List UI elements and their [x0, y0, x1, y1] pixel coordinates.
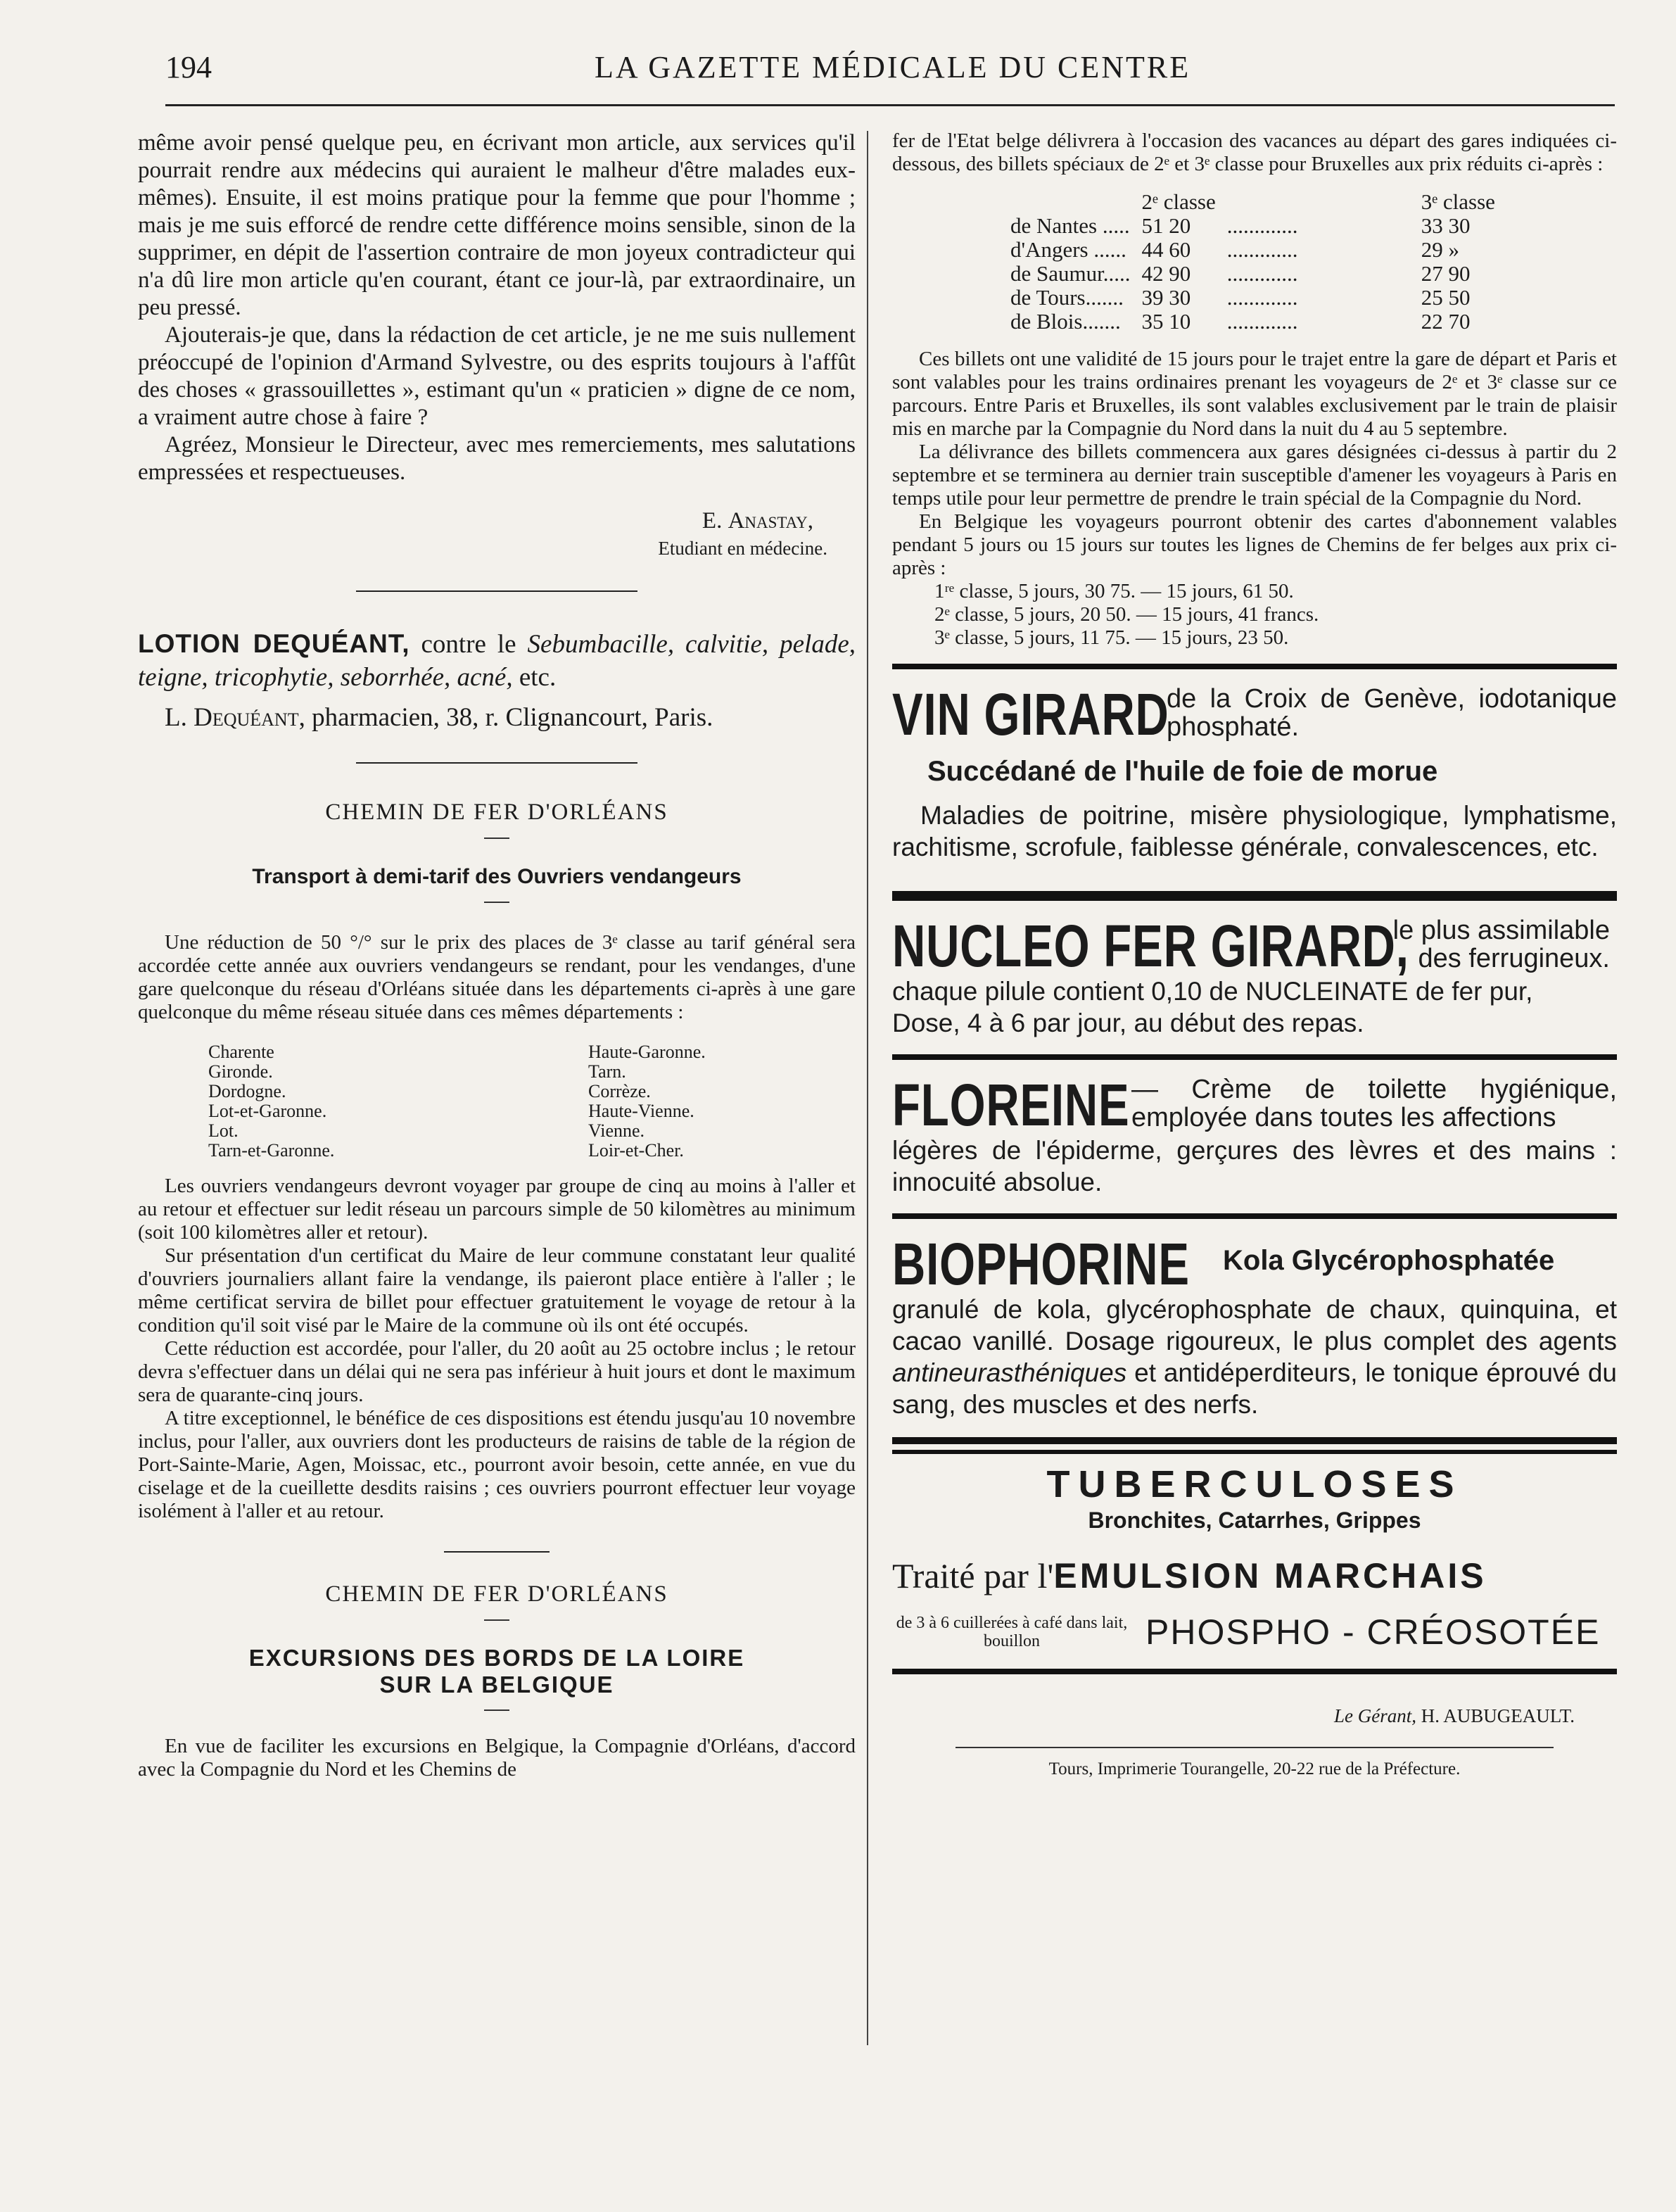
section-title: CHEMIN DE FER D'ORLÉANS [325, 800, 668, 825]
dash [484, 902, 509, 903]
ad-tagline: Kola Glycérophosphatée [1223, 1245, 1555, 1276]
phospho-text: PHOSPHO - CRÉOSOTÉE [1145, 1612, 1601, 1652]
header-rule [165, 104, 1615, 106]
price-third: 27 90 [1421, 261, 1471, 286]
signature [138, 507, 813, 535]
abonnement-line: 3ᵉ classe, 5 jours, 11 75. — 15 jours, 23 50. [934, 626, 1289, 649]
department: Charente [208, 1042, 274, 1062]
table-row: d'Angers ...... 44 60 ............. 29 » [1005, 238, 1501, 262]
department: Gironde. [208, 1061, 273, 1082]
price-third: 25 50 [1421, 285, 1471, 310]
price-second: 51 20 [1141, 213, 1191, 238]
department: Dordogne. [208, 1081, 286, 1101]
ad-text: Maladies de poitrine, misère physiologique, lymphatisme, rachitisme, scrofule, faiblesse générale, convalescences, etc. [892, 801, 1617, 861]
nucleo-ad [892, 913, 1617, 979]
department: Haute-Vienne. [588, 1101, 694, 1121]
floreine-ad [892, 1072, 1617, 1138]
ad-tagline: de la Croix de Genève, iodotanique phosphaté. [1167, 684, 1617, 742]
gerant-line [892, 1702, 1575, 1730]
abonnement-line: 2ᵉ classe, 5 jours, 20 50. — 15 jours, 41 francs. [934, 603, 1319, 626]
ad-rule [892, 1669, 1617, 1674]
letter-paragraph: Agréez, Monsieur le Directeur, avec mes remerciements, mes salutations empressées et respectueuses. [138, 432, 856, 485]
price-station: d'Angers ...... [1010, 237, 1126, 262]
price-col-header: 2ᵉ classe [1141, 189, 1216, 214]
section-paragraph: En vue de faciliter les excursions en Belgique, la Compagnie d'Orléans, d'accord avec la Compagnie du Nord et les Chemins de [138, 1735, 856, 1781]
price-col-header: 3ᵉ classe [1421, 189, 1495, 214]
section-paragraph: A titre exceptionnel, le bénéfice de ces dispositions est étendu jusqu'au 10 novembre inclus, pour l'aller, aux ouvriers dont les producteurs de raisins de table de la région de Port-Sainte-Marie, Agen, Moissac, etc., pourront avoir besoin, cette année, en vue du ciselage et de la cueillette desdits raisins ; ces ouvriers pourront effectuer leur voyage isolément à l'aller et au retour. [138, 1407, 856, 1522]
lotion-suffix: etc. [512, 663, 557, 692]
lotion-ailments: Sebumbacille, calvitie, pelade, teigne, tricophytie, seborrhée, acné, [138, 630, 856, 692]
price-station: de Nantes ..... [1010, 213, 1130, 238]
department: Lot. [208, 1120, 239, 1141]
ad-brand: VIN GIRARD [892, 681, 1169, 747]
ad-text: Dose, 4 à 6 par jour, au début des repas. [892, 1009, 1364, 1037]
section-paragraph: fer de l'Etat belge délivrera à l'occasion des vacances au départ des gares indiquées ci-dessous, des billets spéciaux de 2ᵉ et 3ᵉ classe pour Bruxelles aux prix réduits ci-après : [892, 129, 1617, 175]
table-row: de Nantes ..... 51 20 ............. 33 30 [1005, 214, 1501, 238]
price-station: de Tours....... [1010, 285, 1124, 310]
section-paragraph: La délivrance des billets commencera aux gares désignées ci-dessus à partir du 2 septembre et se terminera au dernier train susceptible d'amener les voyageurs à Paris en temps utile pour leur permettre de prendre le train spécial de la Compagnie du Nord. [892, 441, 1617, 510]
abonnement-line: 1ʳᵉ classe, 5 jours, 30 75. — 15 jours, 61 50. [934, 580, 1294, 602]
ad-rule [892, 1054, 1617, 1060]
ad-slogan: Succédané de l'huile de foie de morue [927, 756, 1438, 787]
price-third: 33 30 [1421, 213, 1471, 238]
signature-initial: E. [701, 508, 728, 533]
marchais-brand: EMULSION MARCHAIS [1053, 1556, 1487, 1595]
lotion-advert [138, 627, 856, 694]
ad-rule [892, 1213, 1617, 1219]
tuberculoses-headline: TUBERCULOSES [1046, 1463, 1463, 1505]
department: Loir-et-Cher. [588, 1140, 684, 1161]
lotion-prefix: contre le [410, 630, 528, 659]
ad-brand: FLOREINE [892, 1072, 1130, 1138]
maker-address: pharmacien, 38, r. Clignancourt, Paris. [305, 703, 713, 732]
department: Corrèze. [588, 1081, 651, 1101]
section-title: CHEMIN DE FER D'ORLÉANS [325, 1581, 668, 1607]
section-subtitle: Transport à demi-tarif des Ouvriers vendangeurs [252, 865, 742, 888]
signature-role: Etudiant en médecine. [658, 538, 827, 559]
price-table [1005, 190, 1501, 334]
price-station: de Saumur..... [1010, 261, 1131, 286]
separator-rule [356, 590, 637, 592]
department: Lot-et-Garonne. [208, 1101, 327, 1121]
ad-brand: BIOPHORINE [892, 1231, 1190, 1297]
journal-title: LA GAZETTE MÉDICALE DU CENTRE [595, 50, 1191, 84]
section-paragraph: Les ouvriers vendangeurs devront voyager par groupe de cinq au moins à l'aller et au retour et effectuer sur ledit réseau un parcours simple de 50 kilomètres au minimum (soit 100 kilomètres aller et retour). [138, 1175, 856, 1244]
department: Vienne. [588, 1120, 645, 1141]
ad-tagline: — Crème de toilette hygiénique, employée dans toutes les affections [1131, 1075, 1617, 1132]
table-row: de Blois....... 35 10 ............. 22 70 [1005, 310, 1501, 334]
price-second: 35 10 [1141, 309, 1191, 334]
left-column [138, 129, 856, 1781]
lotion-brand: LOTION DEQUÉANT, [138, 629, 410, 658]
price-third: 22 70 [1421, 309, 1471, 334]
signature-name: Anastay, [728, 508, 813, 533]
imprimerie-line: Tours, Imprimerie Tourangelle, 20-22 rue de la Préfecture. [956, 1747, 1554, 1783]
department: Haute-Garonne. [588, 1042, 706, 1062]
marchais-line [892, 1556, 1617, 1595]
traite-label: Traité par l' [892, 1556, 1054, 1595]
separator-rule [356, 762, 637, 764]
ad-tagline: le plus assimilable des ferrugineux. [1392, 916, 1610, 973]
ad-rule [892, 1437, 1617, 1454]
letter-paragraph: Ajouterais-je que, dans la rédaction de cet article, je ne me suis nullement préoccupé de l'opinion d'Armand Sylvestre, ou des esprits toujours à l'affût des choses « grassouillettes », estimant qu'un « praticien » digne de ce nom, a vraiment autre chose à faire ? [138, 322, 856, 430]
price-third: 29 » [1421, 237, 1459, 262]
section-paragraph: Ces billets ont une validité de 15 jours pour le trajet entre la gare de départ et Paris et sont valables pour les trains ordinaires prenant les voyageurs de 2ᵉ et 3ᵉ classe sur ce parcours. Entre Paris et Bruxelles, ils sont valables exclusivement par le train de plaisir mis en marche par la Compagnie du Nord dans la nuit du 4 au 5 septembre. [892, 348, 1617, 440]
letter-paragraph: même avoir pensé quelque peu, en écrivant mon article, aux services qu'il pourrait rendre aux médecins qui auraient le malheur d'être malades eux-mêmes). Ensuite, il est moins pratique pour la femme que pour l'homme ; mais je me suis efforcé de rendre cette différence moins sensible, sinon de la supprimer, en dépit de l'assertion contraire de mon joyeux contradicteur qui n'a dû lire mon article qu'en courant, étant ce jour-là, par extraordinaire, un peu pressé. [138, 130, 856, 320]
department: Tarn-et-Garonne. [208, 1140, 335, 1161]
maker-name: Dequéant, [193, 703, 305, 732]
abonnement-list [892, 580, 1617, 650]
vin-girard-ad [892, 681, 1617, 747]
department: Tarn. [588, 1061, 626, 1082]
page-number: 194 [165, 50, 212, 84]
price-station: de Blois....... [1010, 309, 1121, 334]
ad-text [892, 1294, 1617, 1420]
ad-rule [892, 664, 1617, 669]
separator-rule [444, 1551, 550, 1553]
dash [484, 838, 509, 839]
section-subtitle: SUR LA BELGIQUE [379, 1671, 614, 1698]
biophorine-ad [892, 1231, 1617, 1297]
ad-brand: NUCLEO FER GIRARD, [892, 913, 1409, 979]
ad-text-italic: antineurasthéniques [892, 1358, 1127, 1387]
ad-text-part: granulé de kola, glycérophosphate de chaux, quinquina, et cacao vanillé. Dosage rigoureux, le plus complet des agents [892, 1295, 1617, 1355]
ad-text: chaque pilule contient 0,10 de NUCLEINATE de fer pur, [892, 977, 1533, 1006]
right-column [892, 129, 1617, 1783]
price-second: 42 90 [1141, 261, 1191, 286]
maker-initial: L. [165, 703, 194, 732]
phospho-row [892, 1614, 1617, 1650]
ad-rule [892, 891, 1617, 901]
ad-text-part: et antidéperditeurs, le tonique éprouvé du sang, des muscles et des nerfs. [892, 1358, 1617, 1419]
table-row: de Tours....... 39 30 ............. 25 50 [1005, 286, 1501, 310]
gerant-label: Le Gérant, [1333, 1705, 1416, 1726]
dose-text: de 3 à 6 cuillerées à café dans lait, bouillon [896, 1614, 1128, 1650]
lotion-maker [138, 701, 856, 734]
departments-list [208, 1042, 856, 1161]
section-paragraph: Sur présentation d'un certificat du Maire de leur commune constatant leur qualité d'ouvriers journaliers allant faire la vendange, ils paieront place entière à l'aller ; le même certificat servira de billet pour effectuer gratuitement le voyage de retour à la condition qu'il soit visé par le Maire de la commune où ils ont été occupés. [138, 1244, 856, 1336]
dash [484, 1619, 509, 1621]
price-second: 44 60 [1141, 237, 1191, 262]
price-second: 39 30 [1141, 285, 1191, 310]
table-row: de Saumur..... 42 90 ............. 27 90 [1005, 262, 1501, 286]
ad-text: légères de l'épiderme, gerçures des lèvres et des mains : innocuité absolue. [892, 1136, 1617, 1196]
section-paragraph: En Belgique les voyageurs pourront obtenir des cartes d'abonnement valables pendant 5 jours ou 15 jours sur toutes les lignes de Chemins de fer belges aux prix ci-après : [892, 510, 1617, 579]
section-paragraph: Une réduction de 50 °/° sur le prix des places de 3ᵉ classe au tarif général sera accordée cette année aux ouvriers vendangeurs se rendant, pour les vendanges, d'une gare quelconque du réseau d'Orléans située dans les départements ci-après à une gare quelconque du même réseau située dans ces mêmes départements : [138, 931, 856, 1023]
section-subtitle: EXCURSIONS DES BORDS DE LA LOIRE [248, 1645, 745, 1671]
tuberculoses-subhead: Bronchites, Catarrhes, Grippes [1088, 1508, 1421, 1533]
section-paragraph: Cette réduction est accordée, pour l'aller, du 20 août au 25 octobre inclus ; le retour devra s'effectuer dans un délai qui ne sera pas inférieur à huit jours et dont le maximum sera de quarante-cinq jours. [138, 1337, 856, 1406]
gerant-name: H. AUBUGEAULT. [1416, 1705, 1575, 1726]
dash [484, 1709, 509, 1711]
